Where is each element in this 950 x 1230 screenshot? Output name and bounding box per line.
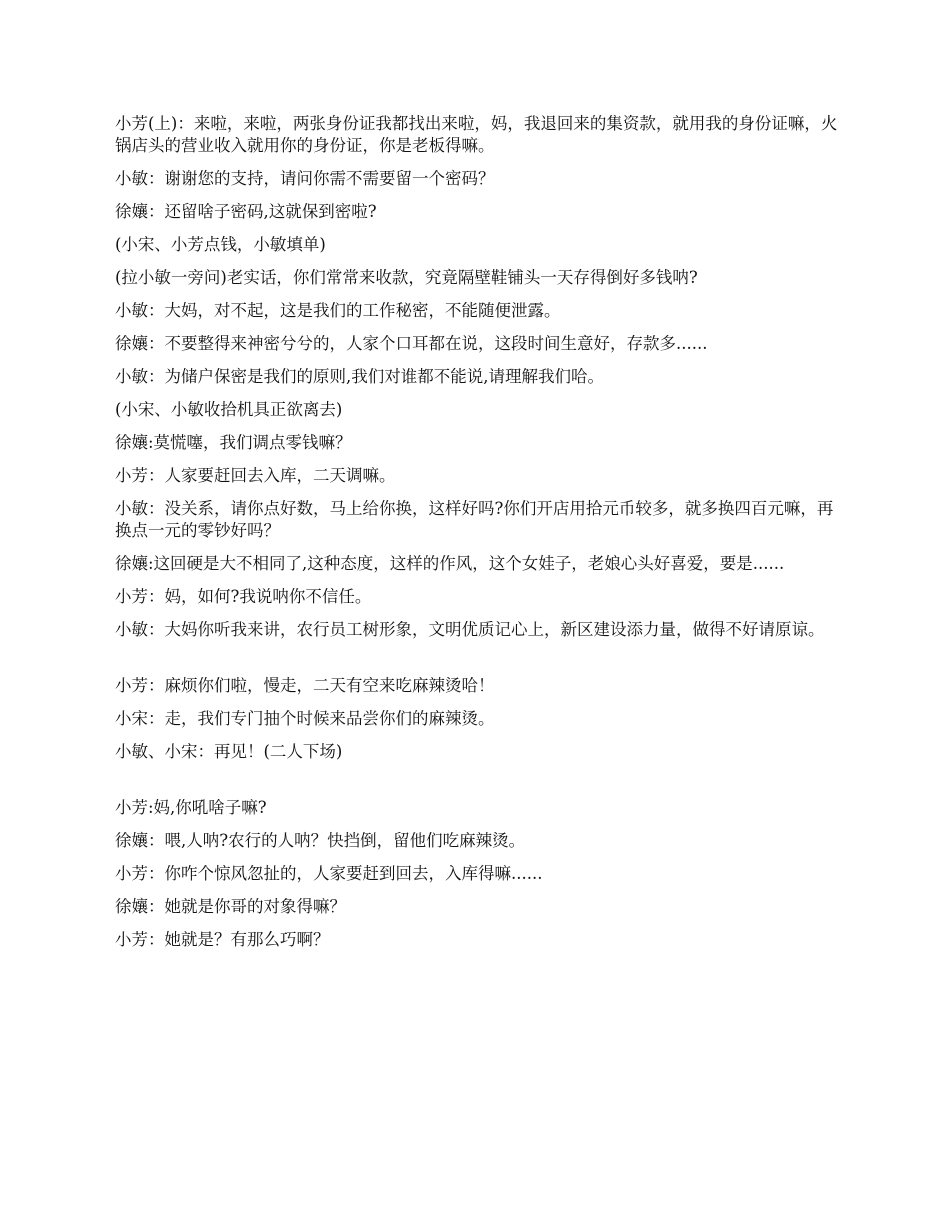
dialogue-line: 小宋：走，我们专门抽个时候来品尝你们的麻辣烫。 — [115, 709, 495, 728]
dialogue-line: 徐孃:这回硬是大不相同了,这种态度，这样的作风，这个女娃子，老娘心头好喜爱，要是...... — [115, 554, 785, 573]
dialogue-line: 小敏、小宋：再见！(二人下场) — [115, 742, 343, 761]
dialogue-line: 小芳(上)：来啦，来啦，两张身份证我都找出来啦，妈，我退回来的集资款，就用我的身份证嘛，火锅店头的营业收入就用你的身份证，你是老板得嘛。 — [115, 114, 838, 155]
script-dialogue — [115, 113, 840, 962]
stage-direction: (小宋、小敏收拾机具正欲离去) — [115, 400, 343, 419]
dialogue-line: 徐孃：喂,人呐?农行的人呐？快挡倒，留他们吃麻辣烫。 — [115, 831, 526, 850]
dialogue-line: (拉小敏一旁问)老实话，你们常常来收款，究竟隔壁鞋铺头一天存得倒好多钱呐? — [115, 268, 698, 287]
dialogue-line: 小敏：谢谢您的支持，请问你需不需要留一个密码？ — [115, 169, 495, 188]
dialogue-line: 小敏：没关系，请你点好数，马上给你换，这样好吗?你们开店用拾元币较多，就多换四百元嘛，再换点一元的零钞好吗？ — [115, 499, 834, 540]
dialogue-line: 小敏：大妈，对不起，这是我们的工作秘密，不能随便泄露。 — [115, 301, 561, 320]
dialogue-line: 小芳：麻烦你们啦，慢走，二天有空来吃麻辣烫哈！ — [115, 676, 495, 695]
dialogue-line: 徐孃：不要整得来神密兮兮的，人家个口耳都在说，这段时间生意好，存款多...... — [115, 334, 708, 353]
stage-direction: (小宋、小芳点钱，小敏填单) — [115, 235, 326, 254]
dialogue-line: 小芳：她就是？有那么巧啊？ — [115, 930, 330, 949]
dialogue-line: 小芳:妈,你吼啥子嘛? — [115, 798, 267, 817]
dialogue-line: 小敏：大妈你听我来讲，农行员工树形象，文明优质记心上，新区建设添力量，做得不好请原谅。 — [115, 620, 825, 639]
dialogue-line: 小芳：妈，如何?我说呐你不信任。 — [115, 587, 372, 606]
dialogue-line: 小敏：为储户保密是我们的原则,我们对谁都不能说,请理解我们哈。 — [115, 367, 604, 386]
dialogue-line: 小芳：人家要赶回去入库，二天调嘛。 — [115, 466, 396, 485]
dialogue-line: 徐孃:莫慌噻，我们调点零钱嘛？ — [115, 433, 352, 452]
dialogue-line: 徐孃：还留啥子密码,这就保到密啦? — [115, 202, 377, 221]
dialogue-line: 小芳：你咋个惊风忽扯的，人家要赶到回去，入库得嘛...... — [115, 864, 543, 883]
dialogue-line: 徐孃：她就是你哥的对象得嘛？ — [115, 897, 346, 916]
